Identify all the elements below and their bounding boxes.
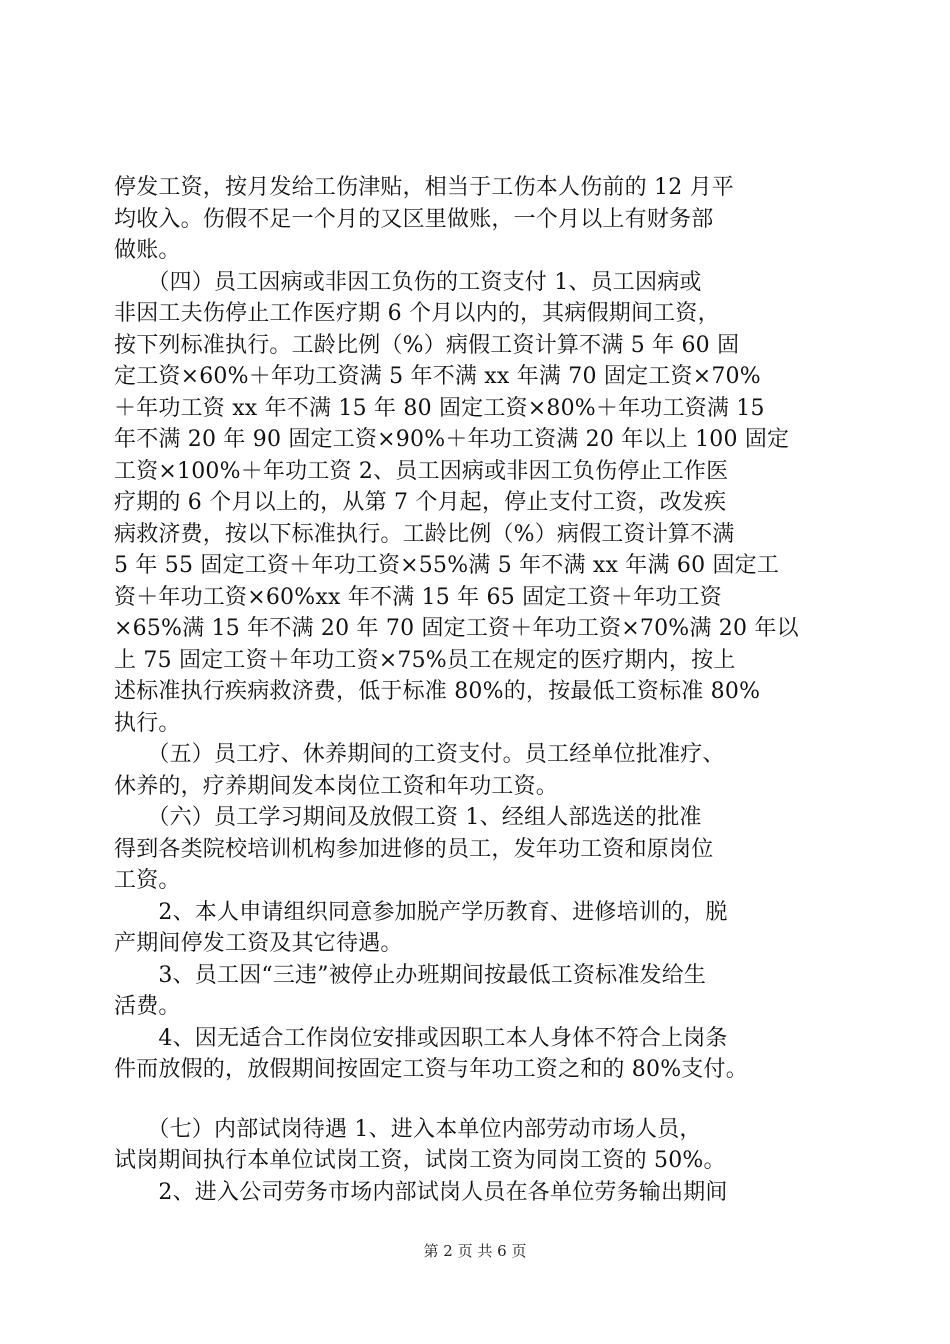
body-line: 疗期的 6 个月以上的，从第 7 个月起，停止支付工资，改发疾: [114, 490, 727, 515]
body-line: 2、本人申请组织同意参加脱产学历教育、进修培训的，脱: [114, 899, 728, 925]
body-line: 述标准执行疾病救济费，低于标准 80%的，按最低工资标准 80%: [114, 679, 761, 704]
body-line: 按下列标准执行。工龄比例（%）病假工资计算不满 5 年 60 固: [114, 332, 740, 358]
body-line: 3、员工因“三违”被停止办班期间按最低工资标准发给生: [114, 962, 707, 988]
body-line: 执行。: [114, 710, 181, 736]
body-line: 4、因无适合工作岗位安排或因职工本人身体不符合上岗条: [114, 1025, 728, 1051]
body-line: 病救济费，按以下标准执行。工龄比例（%）病假工资计算不满: [114, 521, 735, 547]
body-line: 产期间停发工资及其它待遇。: [114, 931, 403, 956]
body-line: 资＋年功工资×60%xx 年不满 15 年 65 固定工资＋年功工资: [114, 584, 722, 610]
body-line: 得到各类院校培训机构参加进修的员工，发年功工资和原岗位: [114, 836, 714, 862]
body-line: 工资。: [114, 868, 181, 893]
body-line: （六）员工学习期间及放假工资 1、经组人部选送的批准: [114, 805, 702, 830]
body-line: 上 75 固定工资＋年功工资×75%员工在规定的医疗期内，按上: [114, 647, 736, 673]
body-line: 做账。: [114, 238, 181, 263]
paragraph-gap: [114, 1086, 836, 1114]
body-line: 非因工夫伤停止工作医疗期 6 个月以内的，其病假期间工资，: [114, 301, 720, 326]
page-number-footer: 第 2 页 共 6 页: [423, 1242, 527, 1260]
body-line: 件而放假的，放假期间按固定工资与年功工资之和的 80%支付。: [114, 1057, 748, 1082]
body-line: 2、进入公司劳务市场内部试岗人员在各单位劳务输出期间: [114, 1179, 728, 1205]
body-line: 均收入。伤假不足一个月的又区里做账，一个月以上有财务部: [114, 206, 714, 232]
document-body: [114, 172, 836, 1208]
body-line: 年不满 20 年 90 固定工资×90%＋年功工资满 20 年以上 100 固定: [114, 427, 790, 452]
body-line: 定工资×60%＋年功工资满 5 年不满 xx 年满 70 固定工资×70%: [114, 364, 761, 389]
body-line: 休养的，疗养期间发本岗位工资和年功工资。: [114, 773, 559, 799]
body-line: （四）员工因病或非因工负伤的工资支付 1、员工因病或: [114, 269, 702, 295]
body-line: 活费。: [114, 994, 181, 1019]
body-line: ×65%满 15 年不满 20 年 70 固定工资＋年功工资×70%满 20 年以: [114, 616, 799, 641]
body-line: （五）员工疗、休养期间的工资支付。员工经单位批准疗、: [114, 742, 725, 767]
body-line: （七）内部试岗待遇 1、进入本单位内部劳动市场人员，: [114, 1116, 702, 1142]
body-line: 工资×100%＋年功工资 2、员工因病或非因工负伤停止工作医: [114, 458, 729, 484]
body-line: 试岗期间执行本单位试岗工资，试岗工资为同岗工资的 50%。: [114, 1148, 726, 1173]
body-line: ＋年功工资 xx 年不满 15 年 80 固定工资×80%＋年功工资满 15: [114, 395, 765, 421]
body-line: 停发工资，按月发给工伤津贴，相当于工伤本人伤前的 12 月平: [114, 175, 734, 200]
body-line: 5 年 55 固定工资＋年功工资×55%满 5 年不满 xx 年满 60 固定工: [114, 553, 780, 578]
